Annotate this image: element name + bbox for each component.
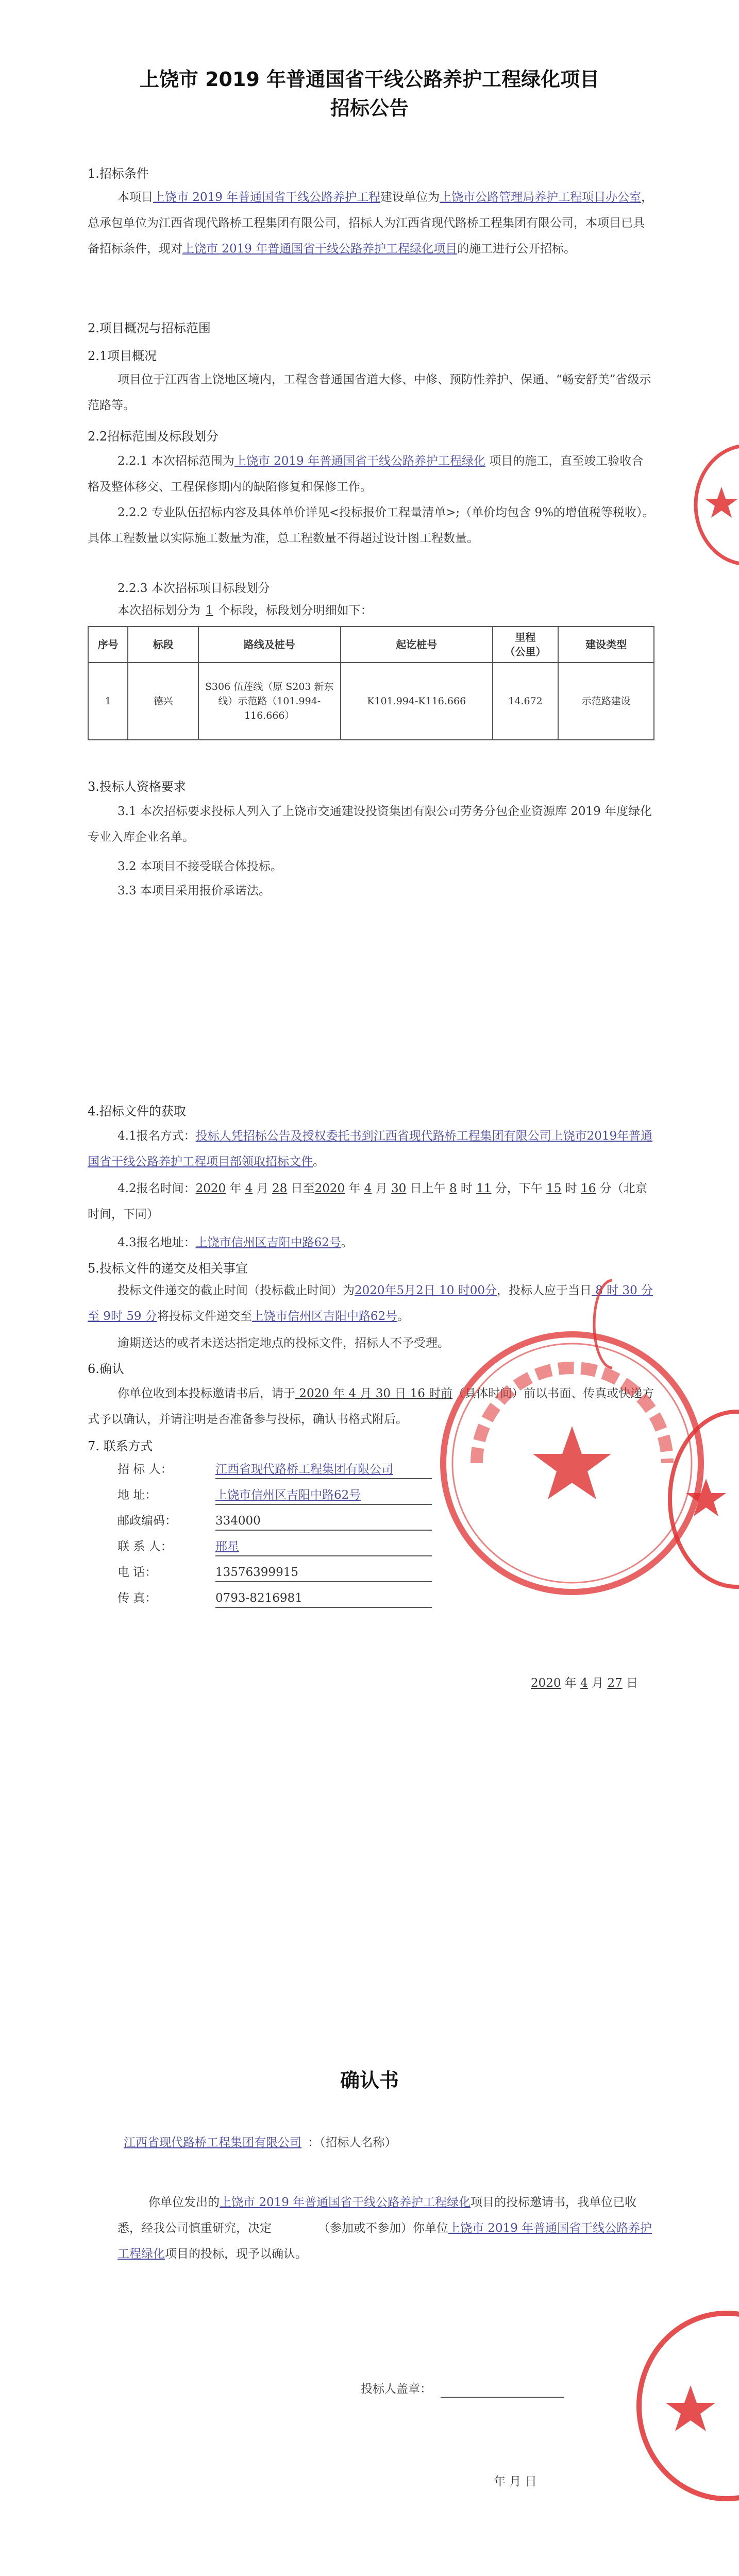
section-6-text: 你单位收到本投标邀请书后，请于 2020 年 4 月 30 日 16 时前（具体时间）前以书面、传真或快递方式予以确认，并请注明是否准备参与投标，确认书格式附后。 bbox=[88, 1387, 654, 1426]
lot-table bbox=[88, 626, 654, 740]
confirmation-addressee: 江西省现代路桥工程集团有限公司 ：（招标人名称） bbox=[124, 2136, 397, 2149]
confirmation-seal-edge bbox=[624, 2303, 739, 2509]
section-5-heading: 5.投标文件的递交及相关事宜 bbox=[88, 1261, 248, 1276]
td-lot: 德兴 bbox=[128, 663, 198, 740]
section-1-text: 本项目上饶市 2019 年普通国省干线公路养护工程建设单位为上饶市公路管理局养护工程项目办公室，总承包单位为江西省现代路桥工程集团有限公司，招标人为江西省现代路桥工程集团有限公司，本项目已具备招标条件，现对上饶市 2019 年普通国省干线公路养护工程绿化项目的施工进行公开招标。 bbox=[88, 191, 653, 256]
section-3-1-text: 3.1 本次招标要求投标人列入了上饶市交通建设投资集团有限公司劳务分包企业资源库 2019 年度绿化专业入库企业名单。 bbox=[88, 805, 652, 844]
company-seal bbox=[428, 1319, 716, 1607]
section-3-2-text: 3.2 本项目不接受联合体投标。 bbox=[117, 860, 282, 873]
signature-line bbox=[441, 2397, 564, 2398]
td-type: 示范路建设 bbox=[558, 663, 654, 740]
seal-edge-graphic bbox=[685, 438, 739, 572]
contact-phone: 电 话： 13576399915 bbox=[117, 1564, 432, 1582]
th-type: 建设类型 bbox=[558, 626, 654, 663]
notice-title-line2: 招标公告 bbox=[330, 97, 409, 120]
section-5-1-text: 投标文件递交的截止时间（投标截止时间）为2020年5月2日 10 时00分，投标人应于当日 8 时 30 分至 9时 59 分将投标文件递交至上饶市信州区吉阳中路62号。 bbox=[88, 1284, 653, 1323]
contact-address: 地 址： 上饶市信州区吉阳中路62号 bbox=[117, 1486, 432, 1505]
contact-person: 联 系 人： 邢星 bbox=[117, 1538, 432, 1556]
section-2-2-2-text: 2.2.2 专业队伍招标内容及具体单价详见<投标报价工程量清单>;（单价均包含 9%的增值税等税收）。具体工程数量以实际施工数量为准，总工程数量不得超过设计图工程数量。 bbox=[88, 506, 654, 545]
company-seal-edge bbox=[685, 438, 739, 572]
section-4-2-text: 4.2报名时间：2020 年 4 月 28 日至2020 年 4 月 30 日上午 8 时 11 分，下午 15 时 16 分（北京时间，下同） bbox=[88, 1182, 647, 1221]
td-route: S306 伍莲线（原 S203 新东线）示范路（101.994-116.666） bbox=[198, 663, 341, 740]
td-no: 1 bbox=[88, 663, 128, 740]
td-mileage: 14.672 bbox=[493, 663, 558, 740]
section-3-heading: 3.投标人资格要求 bbox=[88, 779, 186, 794]
notice-title-line1: 上饶市 2019 年普通国省干线公路养护工程绿化项目 bbox=[139, 68, 600, 91]
section-7-heading: 7. 联系方式 bbox=[88, 1439, 153, 1453]
section-4-1-text: 4.1报名方式：投标人凭招标公告及授权委托书到江西省现代路桥工程集团有限公司上饶市2019年普通国省干线公路养护工程项目部领取招标文件。 bbox=[88, 1129, 653, 1168]
contact-tenderer: 招 标 人： 江西省现代路桥工程集团有限公司 bbox=[117, 1461, 432, 1479]
confirmation-body: 你单位发出的上饶市 2019 年普通国省干线公路养护工程绿化项目的投标邀请书，我单位已收悉，经我公司慎重研究，决定 （参加或不参加）你单位上饶市 2019 年普通国省干线公路养护工程绿化项目的投标，现予以确认。 bbox=[117, 2196, 652, 2261]
th-route: 路线及桩号 bbox=[198, 626, 341, 663]
section-4-heading: 4.招标文件的获取 bbox=[88, 1104, 186, 1118]
th-stake: 起讫桩号 bbox=[341, 626, 493, 663]
section-2-2-1-text: 2.2.1 本次招标范围为上饶市 2019 年普通国省干线公路养护工程绿化 项目的施工，直至竣工验收合格及整体移交、工程保修期内的缺陷修复和保修工作。 bbox=[88, 454, 644, 494]
th-no: 序号 bbox=[88, 626, 128, 663]
section-1-heading: 1.招标条件 bbox=[88, 166, 149, 181]
section-2-heading: 2.项目概况与招标范围 bbox=[88, 321, 211, 335]
confirmation-seal-graphic bbox=[624, 2303, 739, 2509]
section-lots-text: 本次招标划分为 1 个标段，标段划分明细如下： bbox=[117, 604, 373, 617]
contact-postcode: 邮政编码： 334000 bbox=[117, 1512, 432, 1531]
td-stake: K101.994-K116.666 bbox=[341, 663, 493, 740]
table-row bbox=[88, 663, 654, 740]
section-6-heading: 6.确认 bbox=[88, 1362, 124, 1376]
section-2-1-heading: 2.1项目概况 bbox=[88, 349, 157, 363]
th-mileage: 里程 （公里） bbox=[493, 626, 558, 663]
confirmation-title: 确认书 bbox=[340, 2069, 399, 2092]
confirmation-page bbox=[0, 1762, 739, 2576]
section-3-3-text: 3.3 本项目采用报价承诺法。 bbox=[117, 884, 271, 897]
section-2-1-text: 项目位于江西省上饶地区境内，工程含普通国省道大修、中修、预防性养护、保通、“畅安舒美”省级示范路等。 bbox=[88, 373, 651, 412]
contact-fax: 传 真： 0793-8216981 bbox=[117, 1589, 432, 1608]
notice-date: 2020 年 4 月 27 日 bbox=[531, 1676, 639, 1690]
section-5-2-text: 逾期送达的或者未送达指定地点的投标文件，招标人不予受理。 bbox=[117, 1336, 449, 1350]
signature-label: 投标人盖章： bbox=[361, 2382, 432, 2396]
section-2-2-heading: 2.2招标范围及标段划分 bbox=[88, 429, 219, 444]
company-seal-graphic bbox=[428, 1319, 716, 1607]
lot-table-header bbox=[88, 626, 654, 663]
confirmation-date: 年 月 日 bbox=[494, 2475, 537, 2488]
th-lot: 标段 bbox=[128, 626, 198, 663]
section-4-3-text: 4.3报名地址：上饶市信州区吉阳中路62号。 bbox=[117, 1236, 353, 1249]
section-2-2-3-text: 2.2.3 本次招标项目标段划分 bbox=[117, 582, 270, 595]
